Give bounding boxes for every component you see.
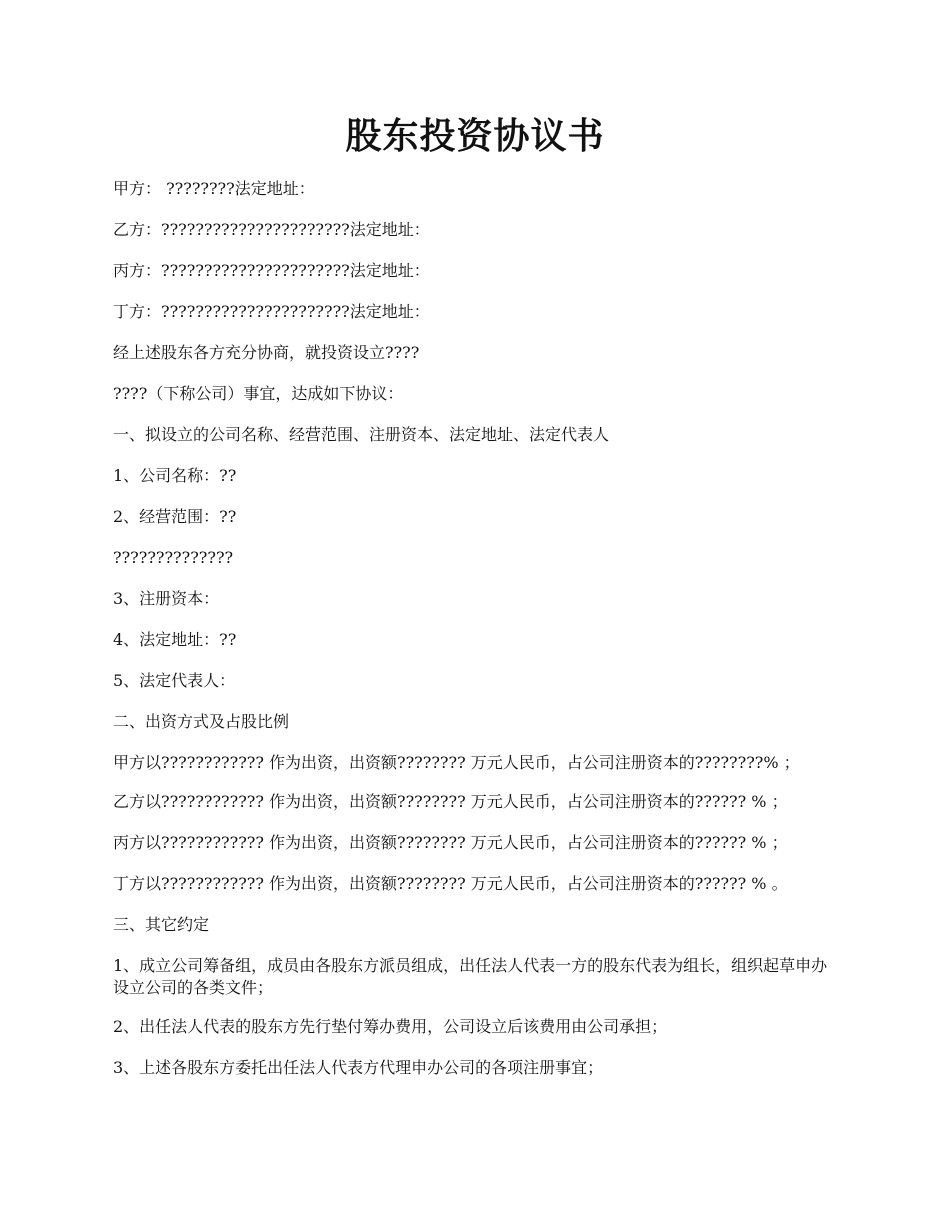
business-scope-continued: ?????????????? — [113, 548, 234, 567]
intro-line-2: ????（下称公司）事宜，达成如下协议： — [113, 384, 404, 403]
party-b-contribution: 乙方以???????????? 作为出资，出资额???????? 万元人民币，占公司注册资本的?????? % ； — [113, 792, 788, 811]
other-agreement-2: 2、出任法人代表的股东方先行垫付筹办费用，公司设立后该费用由公司承担； — [113, 1017, 668, 1036]
party-d-contribution: 丁方以???????????? 作为出资，出资额???????? 万元人民币，占公司注册资本的?????? % 。 — [113, 874, 788, 893]
other-agreement-1: 1、成立公司筹备组，成员由各股东方派员组成，出任法人代表一方的股东代表为组长，组织起草申办设立公司的各类文件； — [113, 956, 828, 997]
party-a-line: 甲方： ????????法定地址： — [113, 179, 315, 198]
party-a-contribution: 甲方以???????????? 作为出资，出资额???????? 万元人民币，占公司注册资本的????????% ； — [113, 753, 800, 772]
document-title: 股东投资协议书 — [345, 115, 605, 157]
legal-address-line: 4、法定地址：?? — [113, 630, 237, 649]
other-agreement-3: 3、上述各股东方委托出任法人代表方代理申办公司的各项注册事宜； — [113, 1058, 604, 1077]
section-1-heading: 一、拟设立的公司名称、经营范围、注册资本、法定地址、法定代表人 — [113, 425, 610, 444]
section-2-heading: 二、出资方式及占股比例 — [113, 712, 290, 731]
business-scope-line: 2、经营范围：?? — [113, 507, 237, 526]
registered-capital-line: 3、注册资本： — [113, 589, 220, 608]
intro-line-1: 经上述股东各方充分协商，就投资设立???? — [113, 343, 420, 362]
party-b-line: 乙方：??????????????????????法定地址： — [113, 220, 430, 239]
section-3-heading: 三、其它约定 — [113, 915, 210, 934]
legal-representative-line: 5、法定代表人： — [113, 671, 236, 690]
party-c-line: 丙方：??????????????????????法定地址： — [113, 261, 430, 280]
party-d-line: 丁方：??????????????????????法定地址： — [113, 302, 430, 321]
party-c-contribution: 丙方以???????????? 作为出资，出资额???????? 万元人民币，占公司注册资本的?????? % ； — [113, 833, 788, 852]
document-body — [113, 178, 838, 1098]
company-name-line: 1、公司名称：?? — [113, 466, 237, 485]
